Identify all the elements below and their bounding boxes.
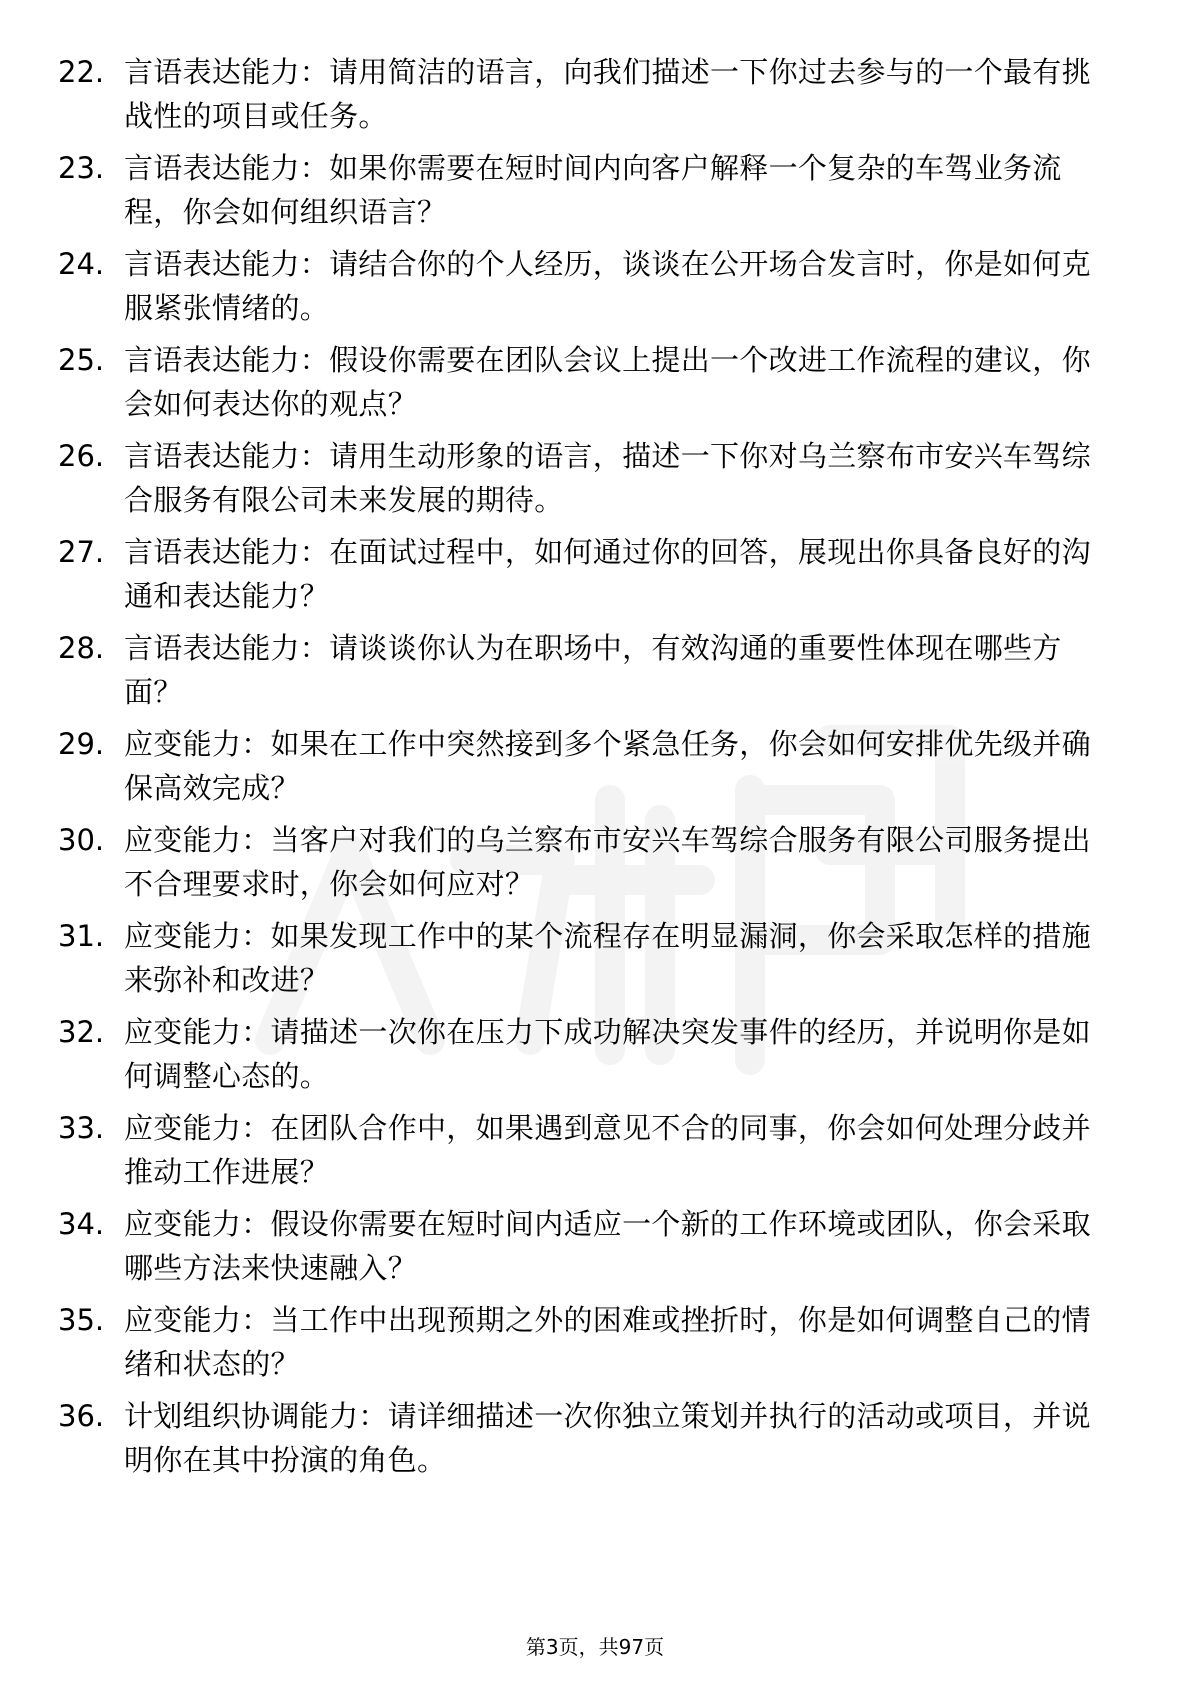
question-number: 32. xyxy=(58,1015,105,1049)
question-number: 23. xyxy=(58,151,105,185)
question-item xyxy=(58,1394,1118,1482)
question-item xyxy=(58,338,1118,426)
question-text: 言语表达能力：请谈谈你认为在职场中，有效沟通的重要性体现在哪些方面？ xyxy=(124,631,1062,709)
question-text: 言语表达能力：假设你需要在团队会议上提出一个改进工作流程的建议，你会如何表达你的观点？ xyxy=(124,343,1091,421)
question-item xyxy=(58,1010,1118,1098)
question-text: 应变能力：请描述一次你在压力下成功解决突发事件的经历，并说明你是如何调整心态的。 xyxy=(124,1015,1091,1093)
question-text: 言语表达能力：请用生动形象的语言，描述一下你对乌兰察布市安兴车驾综合服务有限公司未来发展的期待。 xyxy=(124,439,1091,517)
question-number: 36. xyxy=(58,1399,105,1433)
question-text: 应变能力：当客户对我们的乌兰察布市安兴车驾综合服务有限公司服务提出不合理要求时，你会如何应对？ xyxy=(124,823,1091,901)
question-text: 应变能力：在团队合作中，如果遇到意见不合的同事，你会如何处理分歧并推动工作进展？ xyxy=(124,1111,1091,1189)
question-item xyxy=(58,818,1118,906)
question-text: 计划组织协调能力：请详细描述一次你独立策划并执行的活动或项目，并说明你在其中扮演的角色。 xyxy=(124,1399,1091,1477)
question-text: 应变能力：假设你需要在短时间内适应一个新的工作环境或团队，你会采取哪些方法来快速融入？ xyxy=(124,1207,1091,1285)
question-text: 言语表达能力：在面试过程中，如何通过你的回答，展现出你具备良好的沟通和表达能力？ xyxy=(124,535,1091,613)
question-item xyxy=(58,434,1118,522)
question-item xyxy=(58,1202,1118,1290)
question-item xyxy=(58,914,1118,1002)
question-item xyxy=(58,242,1118,330)
question-text: 言语表达能力：请结合你的个人经历，谈谈在公开场合发言时，你是如何克服紧张情绪的。 xyxy=(124,247,1091,325)
question-item xyxy=(58,1106,1118,1194)
question-number: 35. xyxy=(58,1303,105,1337)
question-item xyxy=(58,1298,1118,1386)
question-item xyxy=(58,50,1118,138)
question-number: 28. xyxy=(58,631,105,665)
question-number: 24. xyxy=(58,247,105,281)
question-number: 31. xyxy=(58,919,105,953)
question-item xyxy=(58,530,1118,618)
question-item xyxy=(58,626,1118,714)
question-text: 应变能力：如果发现工作中的某个流程存在明显漏洞，你会采取怎样的措施来弥补和改进？ xyxy=(124,919,1091,997)
question-text: 言语表达能力：如果你需要在短时间内向客户解释一个复杂的车驾业务流程，你会如何组织语言？ xyxy=(124,151,1062,229)
question-item xyxy=(58,722,1118,810)
question-number: 29. xyxy=(58,727,105,761)
question-text: 应变能力：当工作中出现预期之外的困难或挫折时，你是如何调整自己的情绪和状态的？ xyxy=(124,1303,1091,1381)
question-number: 30. xyxy=(58,823,105,857)
page-number-footer: 第3页，共97页 xyxy=(525,1635,665,1659)
question-item xyxy=(58,146,1118,234)
question-number: 22. xyxy=(58,55,105,89)
question-number: 33. xyxy=(58,1111,105,1145)
question-text: 言语表达能力：请用简洁的语言，向我们描述一下你过去参与的一个最有挑战性的项目或任务。 xyxy=(124,55,1091,133)
question-number: 27. xyxy=(58,535,105,569)
question-number: 26. xyxy=(58,439,105,473)
question-number: 25. xyxy=(58,343,105,377)
question-number: 34. xyxy=(58,1207,105,1241)
question-text: 应变能力：如果在工作中突然接到多个紧急任务，你会如何安排优先级并确保高效完成？ xyxy=(124,727,1091,805)
